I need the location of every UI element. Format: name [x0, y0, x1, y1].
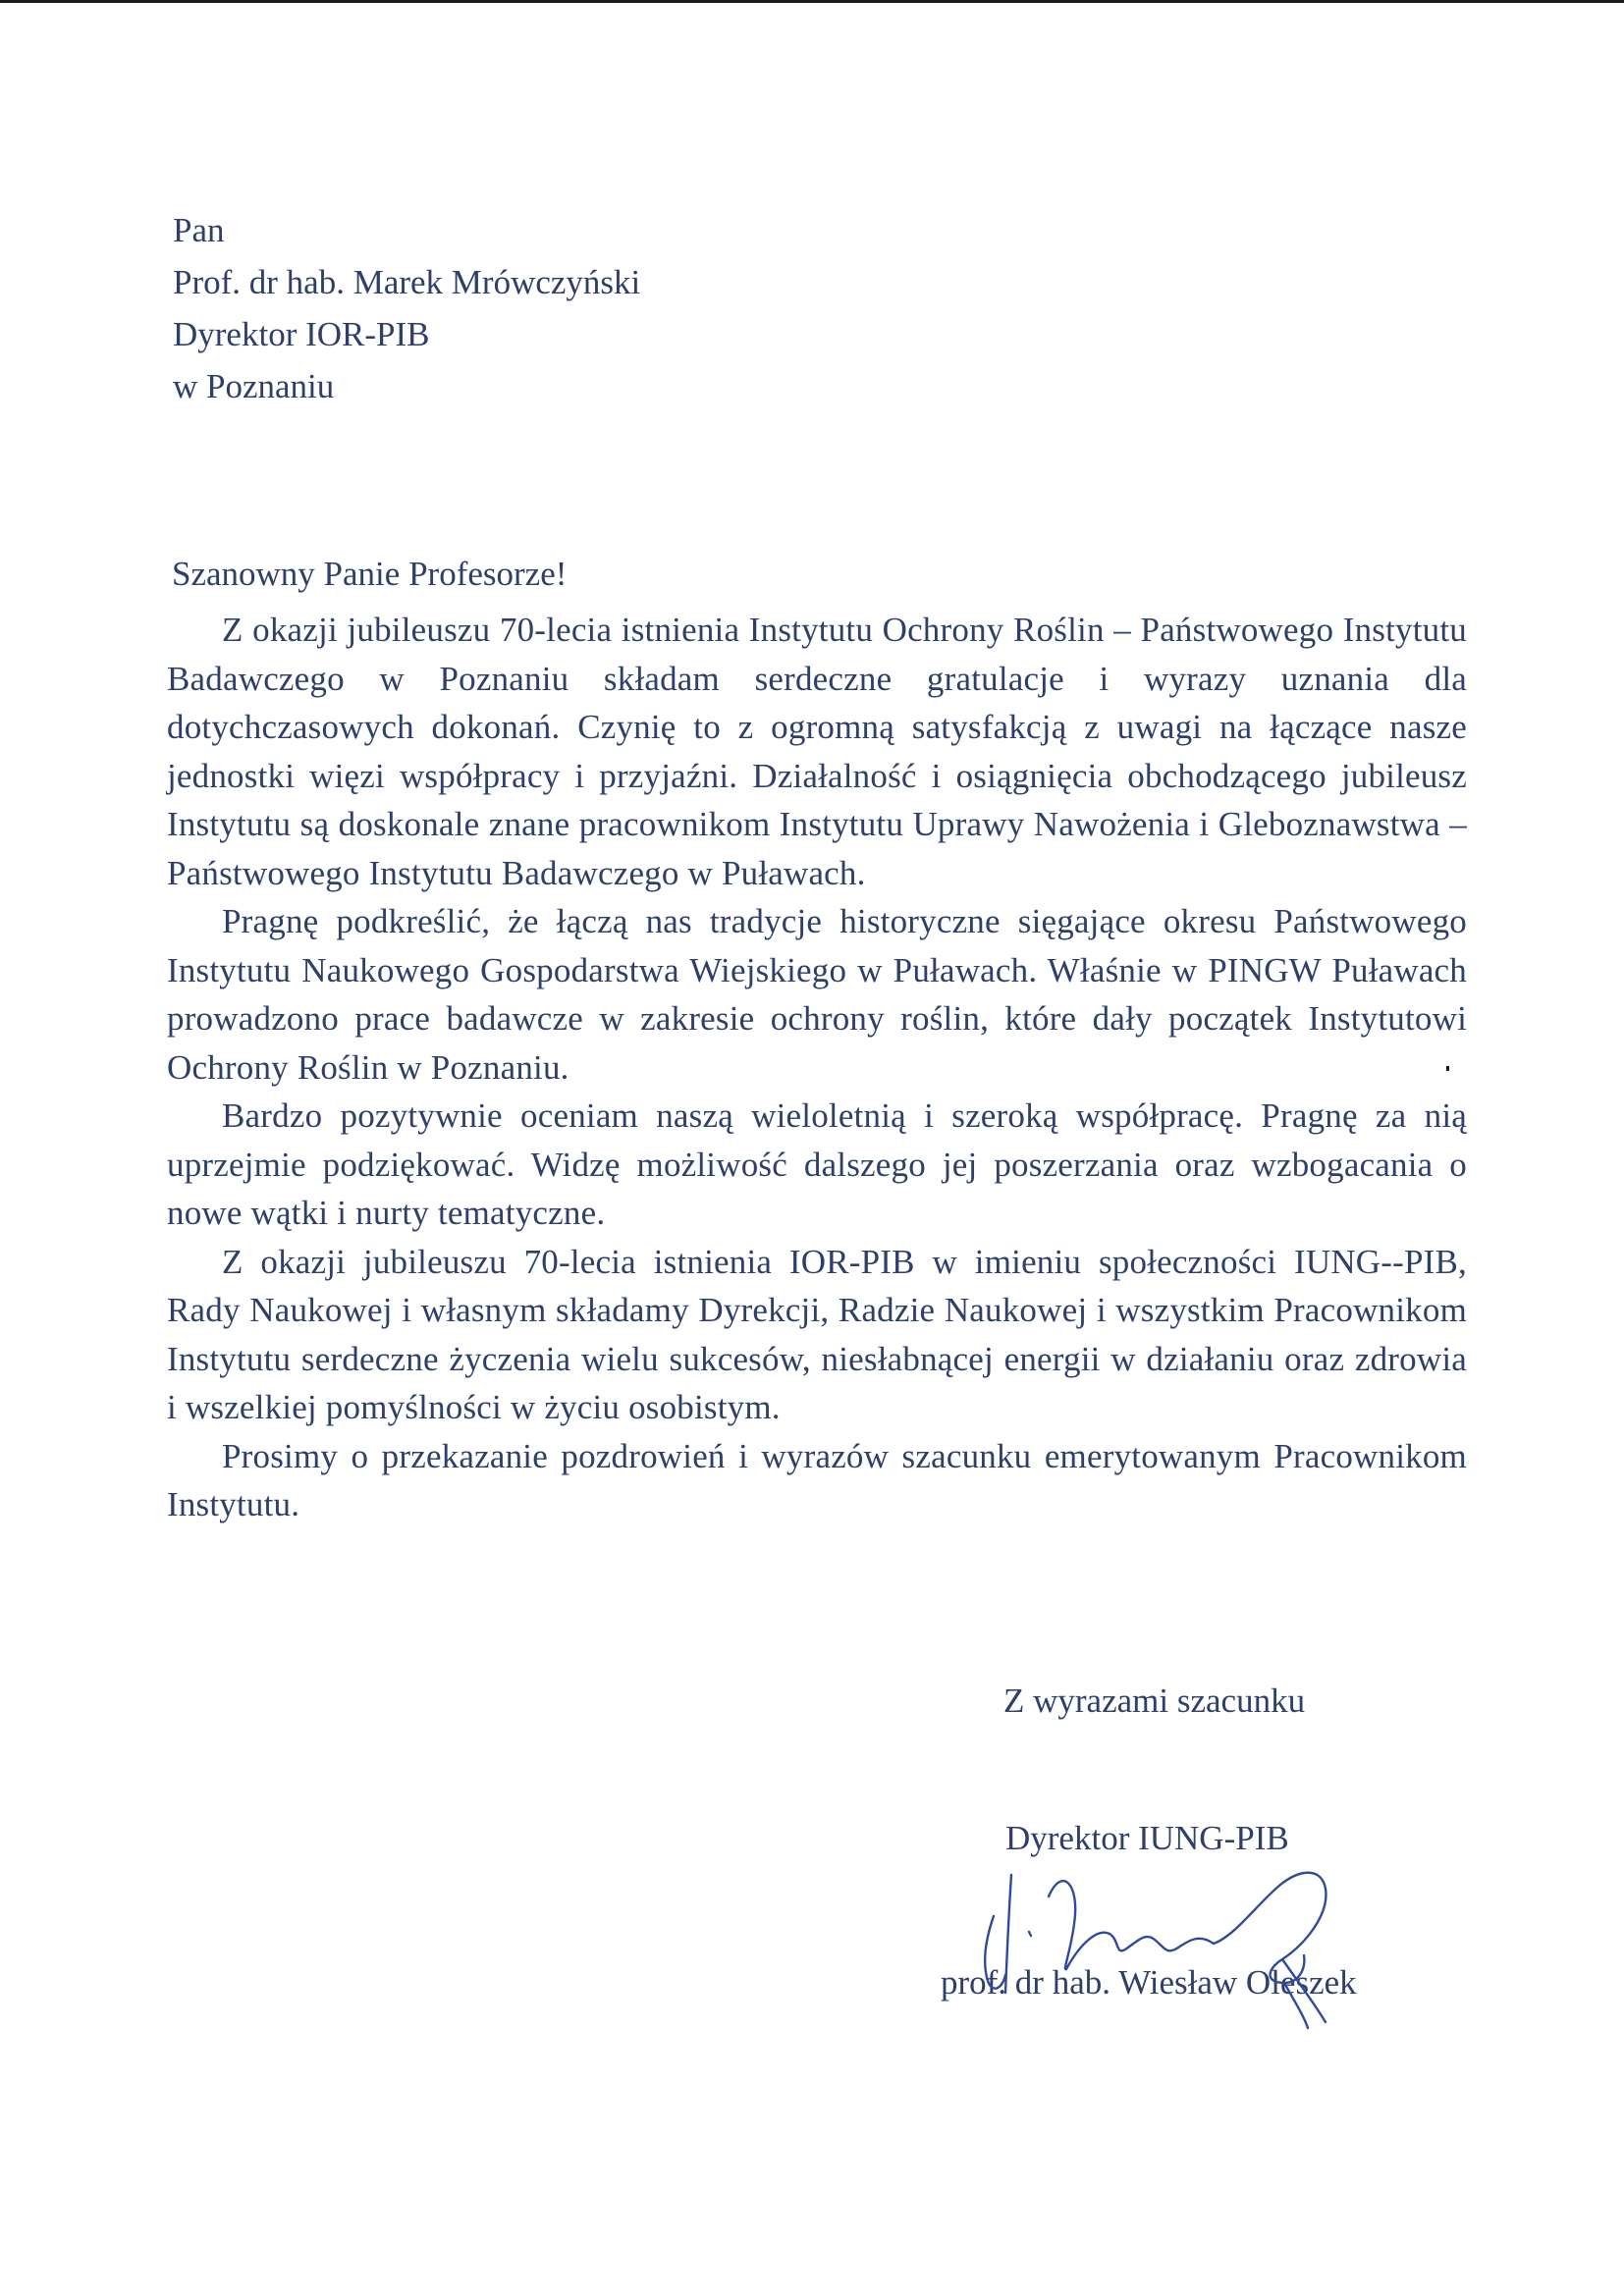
closing-phrase: Z wyrazami szacunku	[1003, 1682, 1306, 1720]
body-paragraph: Prosimy o przekazanie pozdrowień i wyrazów szacunku emerytowanym Pracownikom Instytutu.	[167, 1436, 1467, 1523]
salutation: Szanowny Panie Profesorze!	[172, 555, 568, 593]
body-paragraph: Z okazji jubileuszu 70-lecia istnienia IOR-PIB w imieniu społeczności IUNG--PIB, Rady Naukowej i własnym składamy Dyrekcji, Radzie Naukowej i wszystkim Pracownikom Instytutu serdeczne życzenia wielu sukcesów, niesłabnącej energii w działaniu oraz zdrowia i wszelkiej pomyślności w życiu osobistym.	[167, 1242, 1467, 1426]
scan-speck	[1446, 1066, 1449, 1071]
body-paragraph: Z okazji jubileuszu 70-lecia istnienia Instytutu Ochrony Roślin – Państwowego Instytutu Badawczego w Poznaniu składam serdeczne gratulacje i wyrazy uznania dla dotychczasowych dokonań. Czynię to z ogromną satysfakcją z uwagi na łączące nasze jednostki więzi współpracy i przyjaźni. Działalność i osiągnięcia obchodzącego jubileusz Instytutu są doskonale znane pracownikom Instytutu Uprawy Nawożenia i Gleboznawstwa – Państwowego Instytutu Badawczego w Puławach.	[167, 611, 1467, 892]
letter-body	[167, 606, 1467, 1529]
signer-name: prof. dr hab. Wiesław Oleszek	[941, 1963, 1357, 2002]
addressee-line: w Poznaniu	[173, 367, 335, 405]
addressee-line: Dyrektor IOR-PIB	[173, 315, 430, 353]
body-paragraph: Pragnę podkreślić, że łączą nas tradycje historyczne sięgające okresu Państwowego Instytutu Naukowego Gospodarstwa Wiejskiego w Puławach. Właśnie w PINGW Puławach prowadzono prace badawcze w zakresie ochrony roślin, które dały początek Instytutowi Ochrony Roślin w Poznaniu.	[167, 902, 1467, 1087]
body-paragraph: Bardzo pozytywnie oceniam naszą wieloletnią i szeroką współpracę. Pragnę za nią uprzejmie podziękować. Widzę możliwość dalszego jej poszerzania oraz wzbogacania o nowe wątki i nurty tematyczne.	[167, 1096, 1467, 1232]
addressee-block	[173, 204, 640, 412]
signer-title: Dyrektor IUNG-PIB	[1005, 1819, 1289, 1857]
handwritten-signature-icon	[972, 1845, 1434, 2032]
addressee-line: Pan	[173, 211, 225, 249]
scan-edge	[0, 0, 1624, 3]
addressee-line: Prof. dr hab. Marek Mrówczyński	[173, 263, 641, 301]
